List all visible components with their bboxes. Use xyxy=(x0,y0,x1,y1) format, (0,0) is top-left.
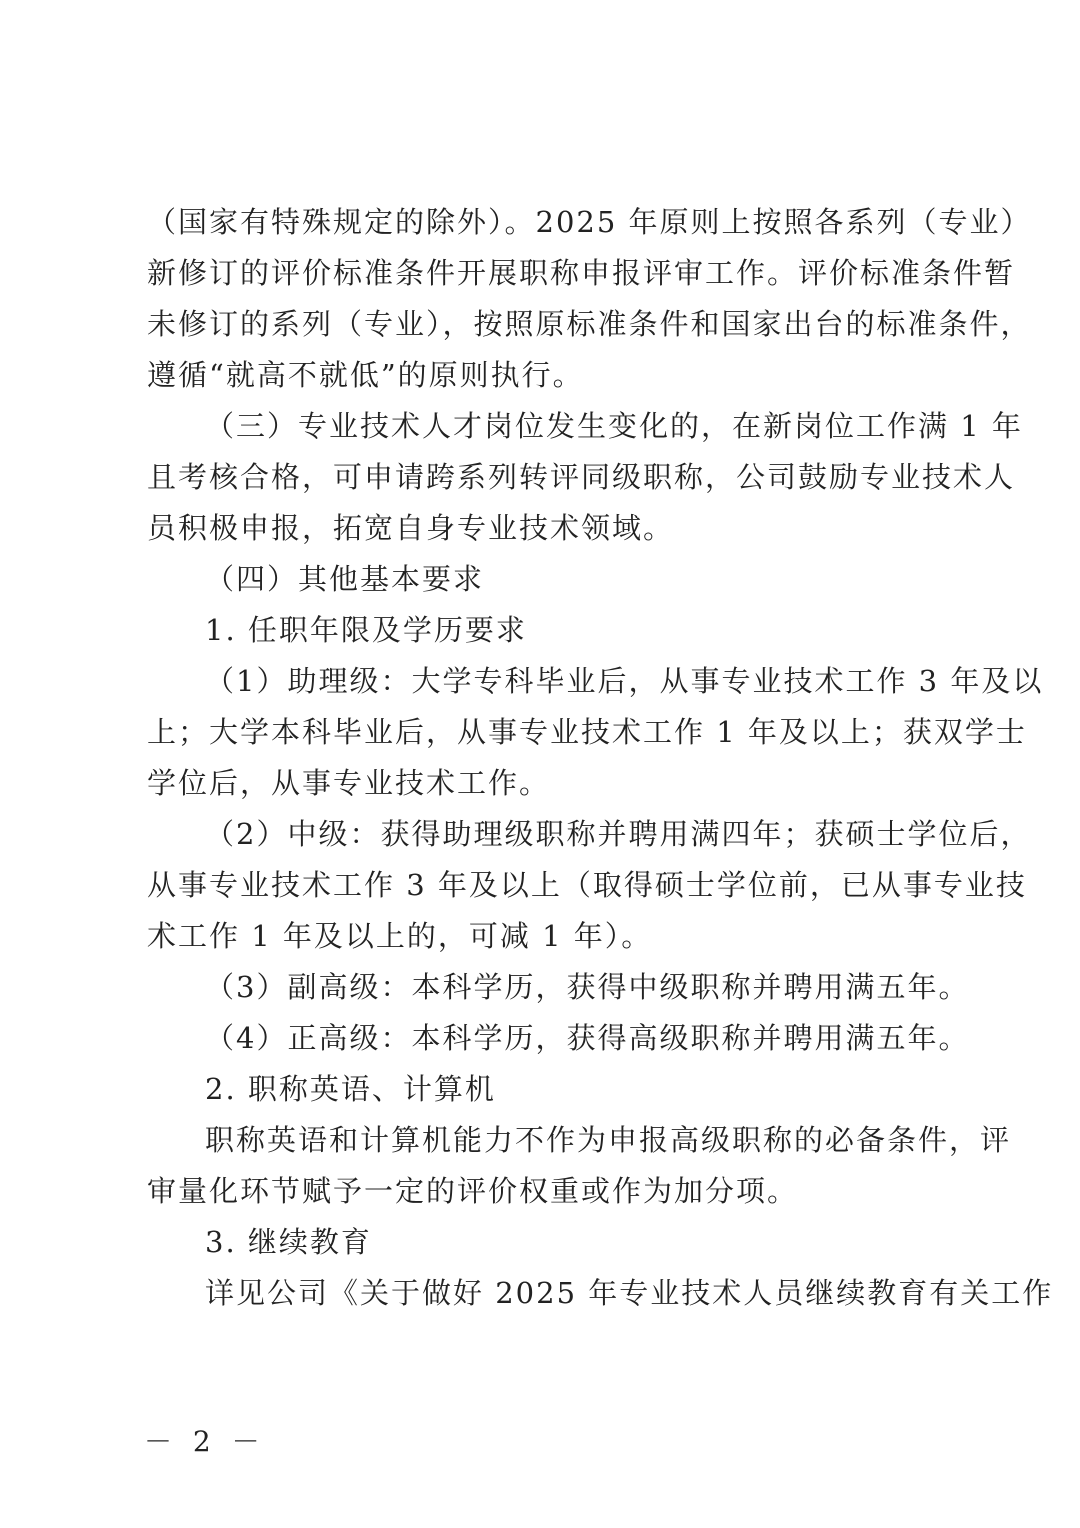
page-number: － 2 － xyxy=(144,1425,266,1458)
text-line: （国家有特殊规定的除外）。2025 年原则上按照各系列（专业） xyxy=(147,205,1032,239)
text-line: 审量化环节赋予一定的评价权重或作为加分项。 xyxy=(147,1174,799,1208)
text-line: 详见公司《关于做好 2025 年专业技术人员继续教育有关工作 xyxy=(205,1276,1054,1310)
text-line: 术工作 1 年及以上的，可减 1 年）。 xyxy=(147,919,653,953)
text-line: 员积极申报，拓宽自身专业技术领域。 xyxy=(147,511,675,545)
section-heading: （四）其他基本要求 xyxy=(205,562,485,596)
text-line: 未修订的系列（专业），按照原标准条件和国家出台的标准条件， xyxy=(147,307,1032,341)
subsection-heading: 3. 继续教育 xyxy=(205,1225,372,1259)
text-line: 且考核合格，可申请跨系列转评同级职称，公司鼓励专业技术人 xyxy=(147,460,1016,494)
text-line: 学位后，从事专业技术工作。 xyxy=(147,766,551,800)
body-text xyxy=(147,197,1054,1319)
text-line: 职称英语和计算机能力不作为申报高级职称的必备条件，评 xyxy=(205,1123,1012,1157)
text-line: （3）副高级：本科学历，获得中级职称并聘用满五年。 xyxy=(205,970,970,1004)
text-line: 遵循“就高不就低”的原则执行。 xyxy=(147,358,584,392)
subsection-heading: 2. 职称英语、计算机 xyxy=(205,1072,496,1106)
text-line: （2）中级：获得助理级职称并聘用满四年；获硕士学位后， xyxy=(205,817,1032,851)
text-line: 上；大学本科毕业后，从事专业技术工作 1 年及以上；获双学士 xyxy=(147,715,1027,749)
text-line: （三）专业技术人才岗位发生变化的，在新岗位工作满 1 年 xyxy=(205,409,1023,443)
text-line: （1）助理级：大学专科毕业后，从事专业技术工作 3 年及以 xyxy=(205,664,1044,698)
text-line: 从事专业技术工作 3 年及以上（取得硕士学位前，已从事专业技 xyxy=(147,868,1027,902)
subsection-heading: 1. 任职年限及学历要求 xyxy=(205,613,527,647)
text-line: 新修订的评价标准条件开展职称申报评审工作。评价标准条件暂 xyxy=(147,256,1016,290)
text-line: （4）正高级：本科学历，获得高级职称并聘用满五年。 xyxy=(205,1021,970,1055)
